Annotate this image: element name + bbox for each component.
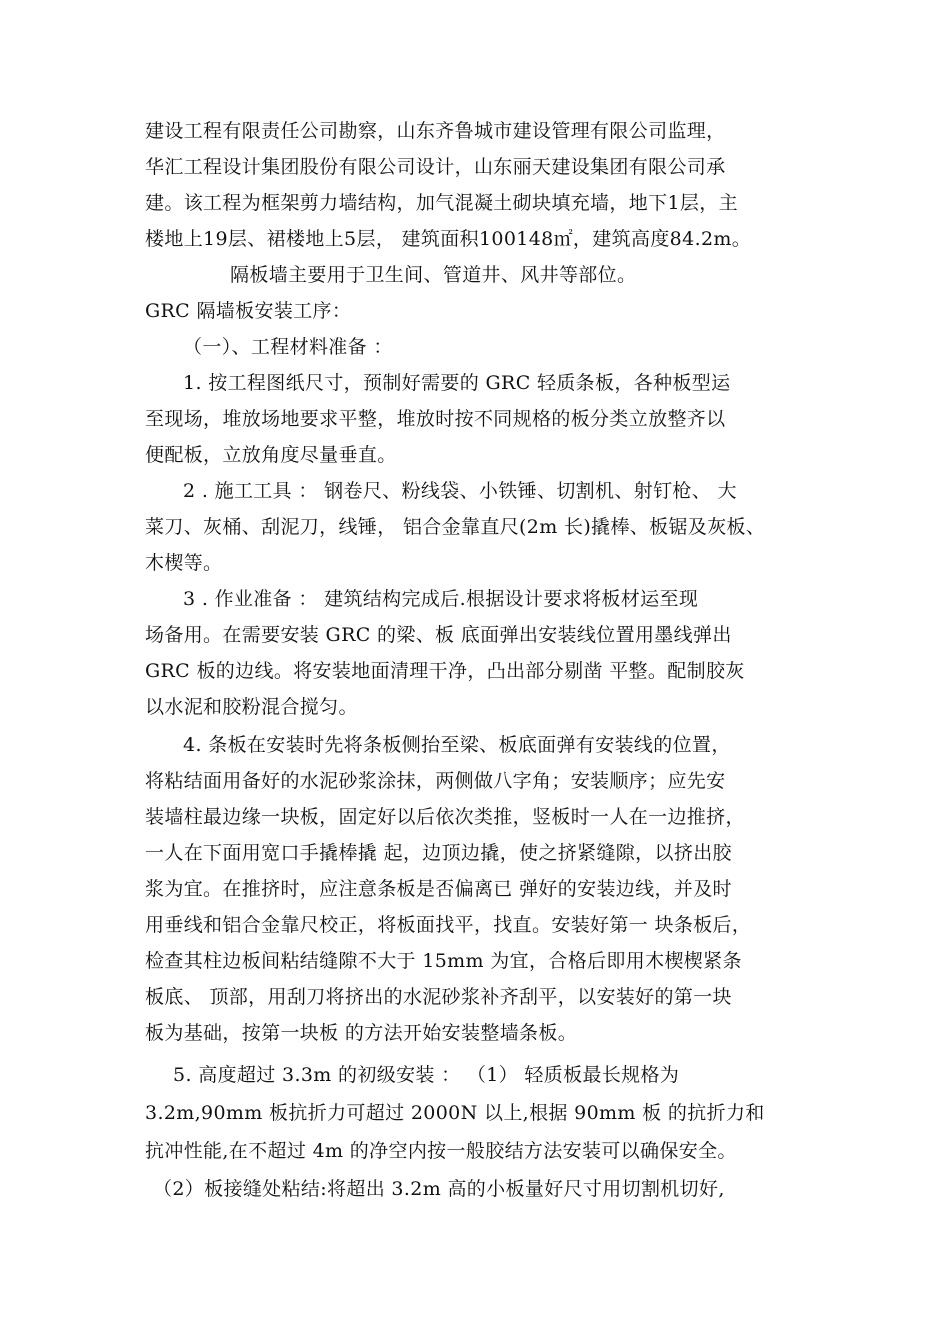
text-line: 建设工程有限责任公司勘察，山东齐鲁城市建设管理有限公司监理， bbox=[145, 120, 726, 142]
text-line: 抗冲性能,在不超过 4m 的净空内按一般胶结方法安装可以确保安全。 bbox=[145, 1140, 737, 1162]
text-line: 2 . 施工工具 ： 钢卷尺、粉线袋、小铁锤、切割机、射钉枪、 大 bbox=[183, 480, 737, 502]
text-line: 隔板墙主要用于卫生间、管道井、风井等部位。 bbox=[230, 264, 637, 286]
text-line: 一人在下面用宽口手撬棒撬 起，边顶边撬，使之挤紧缝隙，以挤出胶 bbox=[145, 842, 732, 864]
text-line: （2）板接缝处粘结:将超出 3.2m 高的小板量好尺寸用切割机切好, bbox=[153, 1178, 725, 1200]
text-line: 板底、 顶部，用刮刀将挤出的水泥砂浆补齐刮平，以安装好的第一块 bbox=[145, 986, 732, 1008]
text-line: 板为基础，按第一块板 的方法开始安装整墙条板。 bbox=[145, 1022, 578, 1044]
text-line: 楼地上19层、裙楼地上5层， 建筑面积100148㎡，建筑高度84.2m。 bbox=[145, 228, 752, 250]
text-line: 3 . 作业准备 ： 建筑结构完成后.根据设计要求将板材运至现 bbox=[183, 588, 699, 610]
text-line: 便配板，立放角度尽量垂直。 bbox=[145, 444, 397, 466]
text-line: GRC 板的边线。将安装地面清理干净，凸出部分剔凿 平整。配制胶灰 bbox=[145, 660, 745, 682]
text-line: 建。该工程为框架剪力墙结构，加气混凝土砌块填充墙，地下1层，主 bbox=[145, 192, 738, 214]
text-line: 1. 按工程图纸尺寸，预制好需要的 GRC 轻质条板，各种板型运 bbox=[183, 372, 731, 394]
text-line: 5. 高度超过 3.3m 的初级安装 ： （1） 轻质板最长规格为 bbox=[173, 1064, 680, 1086]
text-line: 木楔等。 bbox=[145, 552, 223, 574]
text-line: 用垂线和铝合金靠尺校正，将板面找平，找直。安装好第一 块条板后， bbox=[145, 914, 752, 936]
text-line: 装墙柱最边缘一块板，固定好以后依次类推，竖板时一人在一边推挤， bbox=[145, 806, 745, 828]
subsection-heading: （一）、工程材料准备 ： bbox=[183, 336, 393, 358]
text-line: 3.2m,90mm 板抗折力可超过 2000N 以上,根据 90mm 板 的抗折力和 bbox=[145, 1102, 765, 1124]
text-line: 检查其柱边板间粘结缝隙不大于 15mm 为宜，合格后即用木楔楔紧条 bbox=[145, 950, 742, 972]
text-line: 将粘结面用备好的水泥砂浆涂抹，两侧做八字角；安装顺序；应先安 bbox=[145, 770, 726, 792]
text-line: 以水泥和胶粉混合搅匀。 bbox=[145, 696, 358, 718]
text-line: 4. 条板在安装时先将条板侧抬至梁、板底面弹有安装线的位置， bbox=[183, 734, 731, 756]
section-heading: GRC 隔墙板安装工序： bbox=[145, 300, 352, 322]
text-line: 至现场，堆放场地要求平整，堆放时按不同规格的板分类立放整齐以 bbox=[145, 408, 726, 430]
text-line: 浆为宜。在推挤时，应注意条板是否偏离已 弹好的安装边线，并及时 bbox=[145, 878, 732, 900]
text-line: 华汇工程设计集团股份有限公司设计，山东丽天建设集团有限公司承 bbox=[145, 156, 726, 178]
text-line: 菜刀、灰桶、刮泥刀，线锤， 铝合金靠直尺(2m 长)撬棒、板锯及灰板、 bbox=[145, 516, 766, 538]
text-line: 场备用。在需要安装 GRC 的梁、板 底面弹出安装线位置用墨线弹出 bbox=[145, 624, 732, 646]
